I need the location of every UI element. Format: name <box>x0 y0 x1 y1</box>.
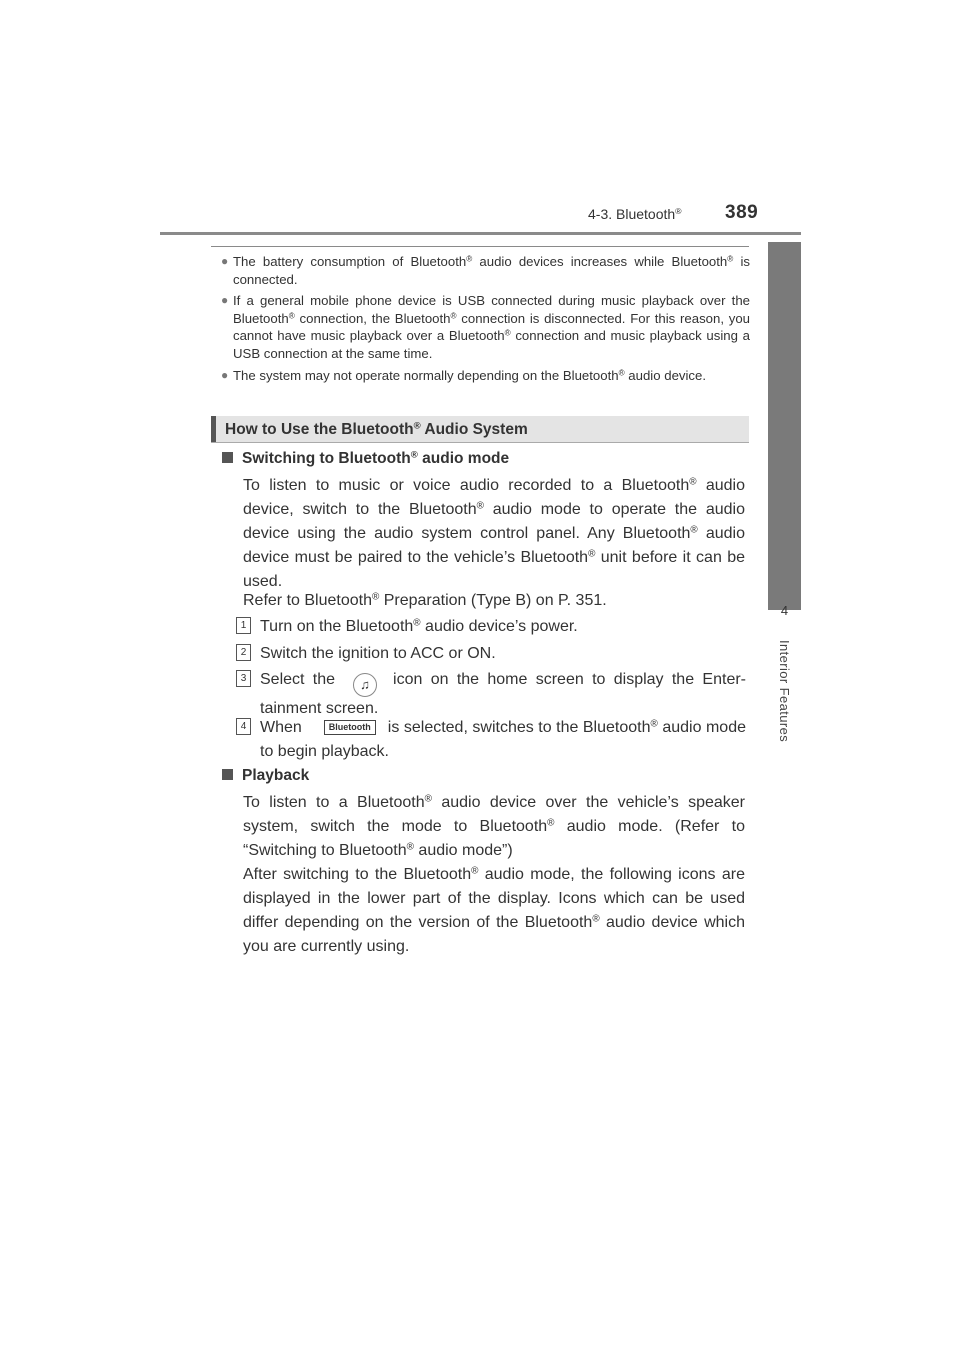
note-item: ● If a general mobile phone device is USB connected during music playback over the Bluetooth® connection, the Bluetooth® connection is disconnected. For this reason, you cannot have music playback over a Bluetooth® connection and music playback using a USB connection at the same time. <box>221 293 751 361</box>
header-rule <box>160 232 801 235</box>
subsection-title-playback: Playback <box>222 767 309 785</box>
step-item: 1 Turn on the Bluetooth® audio device’s power. <box>236 615 746 639</box>
paragraph: To listen to music or voice audio recorded to a Bluetooth® audio device, switch to the Bluetooth® audio mode to operate the audio device using the audio system control panel. Any Bluetooth® audio device must be paired to the vehicle’s Bluetooth® unit before it can be used. <box>243 476 746 590</box>
header-section-title: 4-3. Bluetooth® <box>588 206 682 222</box>
section-accent <box>211 416 216 442</box>
step-number: 1 <box>236 617 251 634</box>
paragraph: After switching to the Bluetooth® audio mode, the following icons are displayed in the lower part of the display. Icons which can be used differ depending on the version of the Bluetooth® audio device which you are currently using. <box>243 865 746 955</box>
chapter-label: Interior Features <box>777 640 792 743</box>
section-title: How to Use the Bluetooth® Audio System <box>225 420 528 438</box>
paragraph: Refer to Bluetooth® Preparation (Type B) on P. 351. <box>243 591 607 609</box>
bluetooth-button-image: Bluetooth <box>324 720 376 735</box>
square-bullet-icon <box>222 769 233 780</box>
page-number: 389 <box>725 202 759 223</box>
step-number: 2 <box>236 644 251 661</box>
note-item: ● The battery consumption of Bluetooth® audio devices increases while Bluetooth® is connected. <box>221 254 750 287</box>
step-item: 2 Switch the ignition to ACC or ON. <box>236 642 746 666</box>
chapter-tab <box>768 242 801 610</box>
notes-rule <box>211 246 749 247</box>
step-number: 3 <box>236 670 251 687</box>
chapter-number: 4 <box>780 603 789 618</box>
section-header <box>211 416 749 443</box>
square-bullet-icon <box>222 452 233 463</box>
step-item: 3 Select the ♫ icon on the home screen to display the Enter-tainment screen. <box>236 668 746 721</box>
music-note-icon: ♫ <box>353 673 377 697</box>
notes-list <box>222 253 750 388</box>
subsection-title-switching: Switching to Bluetooth® audio mode <box>222 450 509 468</box>
paragraph: To listen to a Bluetooth® audio device over the vehicle’s speaker system, switch the mode to Bluetooth® audio mode. (Refer to “Switching to Bluetooth® audio mode”) <box>243 793 745 859</box>
bullet-icon: ● <box>221 293 229 308</box>
bullet-icon: ● <box>221 367 229 382</box>
step-item: 4 When Bluetooth is selected, switches to the Bluetooth® audio mode to begin playback. <box>236 716 746 764</box>
bullet-icon: ● <box>221 254 229 268</box>
note-item: ● The system may not operate normally depending on the Bluetooth® audio device. <box>221 367 707 383</box>
step-number: 4 <box>236 718 251 735</box>
